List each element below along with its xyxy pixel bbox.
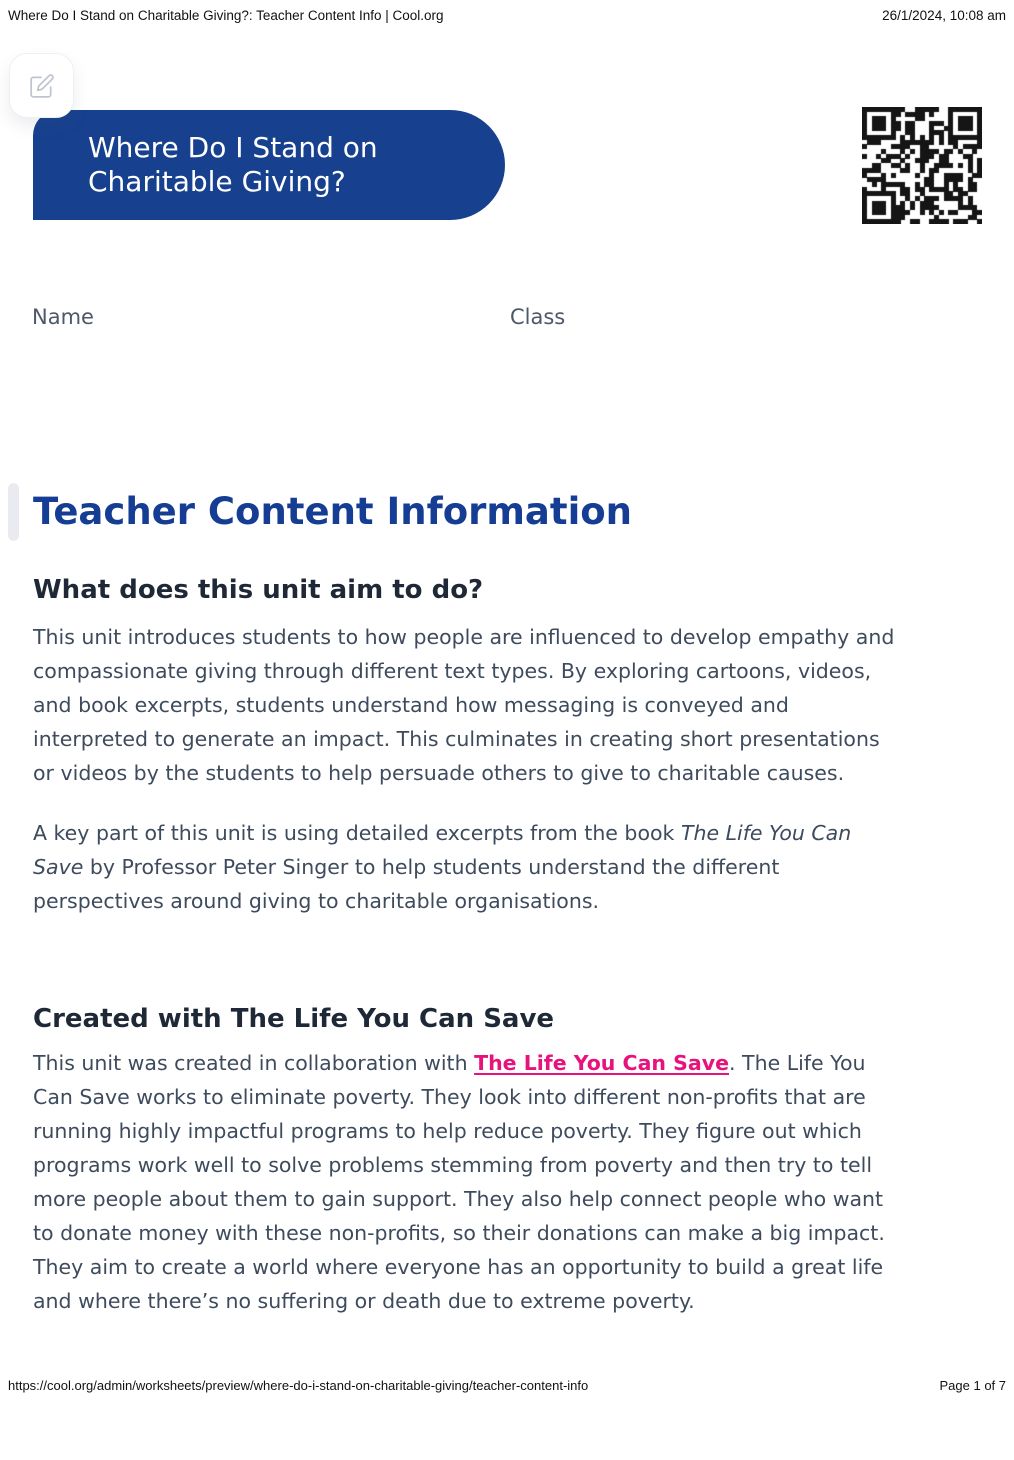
worksheet-title: Where Do I Stand on Charitable Giving? [88, 131, 378, 198]
text-run: This unit introduces students to how people are influenced to develop empathy and [33, 625, 895, 649]
paragraph [33, 620, 981, 790]
text-run: This unit was created in collaboration with [33, 1051, 475, 1075]
text-run: They aim to create a world where everyone has an opportunity to build a great life [33, 1255, 884, 1279]
text-run: and where there’s no suffering or death due to extreme poverty. [33, 1289, 695, 1313]
text-line [33, 756, 981, 790]
text-run: by Professor Peter Singer to help students understand the different [83, 855, 780, 879]
name-label: Name [32, 305, 94, 329]
page-title: Teacher Content Information [33, 490, 633, 533]
section-body-unit-aim [33, 620, 981, 944]
text-run: compassionate giving through different text types. By exploring cartoons, videos, [33, 659, 872, 683]
section-heading-created-with: Created with The Life You Can Save [33, 1004, 555, 1034]
edit-button[interactable] [9, 53, 74, 118]
qr-code [862, 107, 982, 224]
text-line [33, 1182, 981, 1216]
text-run: A key part of this unit is using detailed excerpts from the book [33, 821, 681, 845]
print-footer [8, 1378, 1006, 1393]
text-line [33, 1148, 981, 1182]
text-line [33, 620, 981, 654]
text-run: . The Life You [729, 1051, 866, 1075]
text-line [33, 1046, 981, 1080]
heading-accent-bar [8, 483, 19, 541]
text-line [33, 1114, 981, 1148]
text-line [33, 884, 981, 918]
text-line [33, 816, 981, 850]
book-title-italic: Save [33, 855, 84, 879]
text-line [33, 654, 981, 688]
text-line [33, 1080, 981, 1114]
section-body-created-with [33, 1046, 981, 1344]
text-run: programs work well to solve problems stemming from poverty and then try to tell [33, 1153, 873, 1177]
page-heading-row [8, 483, 632, 541]
text-line [33, 1216, 981, 1250]
document-title: Where Do I Stand on Charitable Giving?: Teacher Content Info | Cool.org [8, 8, 444, 23]
paragraph [33, 816, 981, 918]
section-heading-unit-aim: What does this unit aim to do? [33, 575, 484, 605]
text-run: more people about them to gain support. They also help connect people who want [33, 1187, 884, 1211]
text-run: or videos by the students to help persuade others to give to charitable causes. [33, 761, 845, 785]
edit-pencil-square-icon [29, 73, 55, 99]
paragraph [33, 1046, 981, 1318]
text-run: to donate money with these non-profits, so their donations can make a big impact. [33, 1221, 885, 1245]
text-run: Can Save works to eliminate poverty. They look into different non-profits that are [33, 1085, 866, 1109]
worksheet-title-banner [33, 110, 505, 220]
text-line [33, 688, 981, 722]
text-run: perspectives around giving to charitable organisations. [33, 889, 600, 913]
the-life-you-can-save-link[interactable]: The Life You Can Save [474, 1051, 730, 1075]
book-title-italic: The Life You Can [680, 821, 852, 845]
class-label: Class [510, 305, 566, 329]
footer-url: https://cool.org/admin/worksheets/preview/where-do-i-stand-on-charitable-giving/teacher-content-info [8, 1378, 589, 1393]
text-run: and book excerpts, students understand how messaging is conveyed and [33, 693, 789, 717]
text-line [33, 850, 981, 884]
text-run: running highly impactful programs to help reduce poverty. They figure out which [33, 1119, 862, 1143]
text-line [33, 1250, 981, 1284]
text-line [33, 1284, 981, 1318]
text-run: interpreted to generate an impact. This culminates in creating short presentations [33, 727, 880, 751]
text-line [33, 722, 981, 756]
print-datetime: 26/1/2024, 10:08 am [882, 8, 1006, 23]
print-header [8, 8, 1006, 23]
footer-page-number: Page 1 of 7 [939, 1378, 1006, 1393]
